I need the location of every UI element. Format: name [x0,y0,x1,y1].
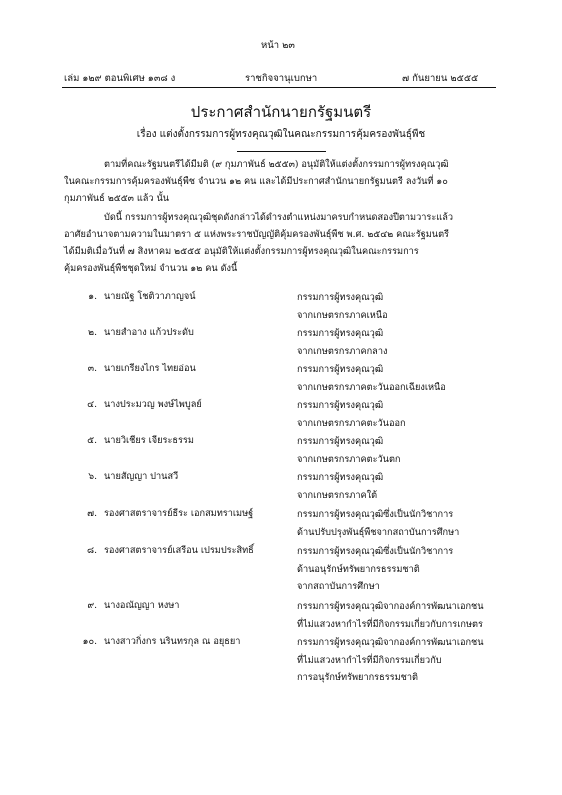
member-position-line: กรรมการผู้ทรงคุณวุฒิ [297,400,384,411]
member-position-line: กรรมการผู้ทรงคุณวุฒิ [297,328,384,339]
member-number: ๕. [87,435,97,446]
member-name: นายวิเชียร เจียระธรรม [104,435,194,446]
member-number: ๗. [87,508,97,519]
member-position-line: กรรมการผู้ทรงคุณวุฒิ [297,436,384,447]
member-position-line: จากเกษตรกรภาคใต้ [297,489,378,501]
member-position-line: กรรมการผู้ทรงคุณวุฒิ [297,292,384,303]
member-number: ๑๐. [82,636,97,647]
member-position-line: ที่ไม่แสวงหากำไรที่มีกิจกรรมเกี่ยวกับการเกษตร [297,618,483,630]
paragraph-2-line-4: คุ้มครองพันธุ์พืชชุดใหม่ จำนวน ๑๒ คน ดังนี้ [64,263,238,274]
member-position [297,543,453,596]
member-name: นายเกรียงไกร ไทยอ่อน [104,363,196,374]
member-position-line: ที่ไม่แสวงหากำไรที่มีกิจกรรมเกี่ยวกับ [297,654,442,666]
member-position [297,433,401,468]
paragraph-1-line-2: ในคณะกรรมการคุ้มครองพันธุ์พืช จำนวน ๑๒ คน และได้มีประกาศสำนักนายกรัฐมนตรี ลงวันที่ ๑๐ [64,176,448,187]
member-position-line: จากเกษตรกรภาคตะวันออกเฉียงเหนือ [297,381,446,393]
member-number: ๖. [88,471,97,482]
member-position-line: กรรมการผู้ทรงคุณวุฒิจากองค์การพัฒนาเอกชน [297,601,484,612]
publication-date: ๗ กันยายน ๒๕๕๕ [402,73,479,84]
paragraph-2-line-1: บัดนี้ กรรมการผู้ทรงคุณวุฒิชุดดังกล่าวได้ดำรงตำแหน่งมาครบกำหนดสองปีตามวาระแล้ว [104,212,453,223]
announcement-subject: เรื่อง แต่งตั้งกรรมการผู้ทรงคุณวุฒิในคณะกรรมการคุ้มครองพันธุ์พืช [136,129,426,140]
paragraph-2-line-3: ได้มีมติเมื่อวันที่ ๗ สิงหาคม ๒๕๕๕ อนุมัติให้แต่งตั้งกรรมการผู้ทรงคุณวุฒิในคณะกรรมการ [64,246,419,257]
header-divider [62,87,496,88]
volume-info: เล่ม ๑๒๙ ตอนพิเศษ ๑๓๘ ง [64,73,176,84]
member-position-line: ด้านปรับปรุงพันธุ์พืชจากสถาบันการศึกษา [297,526,460,538]
member-position [297,469,383,504]
member-position-line: จากเกษตรกรภาคเหนือ [297,309,388,321]
member-position [297,598,484,633]
member-name: นางสาวกิ่งกร นรินทรกุล ณ อยุธยา [104,636,241,647]
member-position [297,634,484,687]
member-position-line: จากเกษตรกรภาคตะวันออก [297,417,406,429]
member-position-line: กรรมการผู้ทรงคุณวุฒิซึ่งเป็นนักวิชาการ [297,509,454,520]
member-name: นายสำอาง แก้วประดับ [104,327,194,338]
member-position-line: จากเกษตรกรภาคกลาง [297,345,388,357]
member-position-line: กรรมการผู้ทรงคุณวุฒิจากองค์การพัฒนาเอกชน [297,637,484,648]
member-position-line: ด้านอนุรักษ์ทรัพยากรธรรมชาติ [297,563,420,575]
paragraph-1-line-3: กุมภาพันธ์ ๒๕๕๓ แล้ว นั้น [64,193,170,204]
paragraph-1-line-1: ตามที่คณะรัฐมนตรีได้มีมติ (๙ กุมภาพันธ์ ๒๕๕๓) อนุมัติให้แต่งตั้งกรรมการผู้ทรงคุณวุฒิ [104,159,449,170]
page-number: หน้า ๒๓ [261,40,295,51]
paragraph-2-line-2: อาศัยอำนาจตามความในมาตรา ๕ แห่งพระราชบัญญัติคุ้มครองพันธุ์พืช พ.ศ. ๒๕๔๒ คณะรัฐมนตรี [64,229,449,240]
member-position-line: กรรมการผู้ทรงคุณวุฒิ [297,472,384,483]
member-position-line: กรรมการผู้ทรงคุณวุฒิซึ่งเป็นนักวิชาการ [297,546,454,557]
member-position-line: กรรมการผู้ทรงคุณวุฒิ [297,364,384,375]
member-number: ๙. [87,600,97,611]
member-position [297,325,387,360]
member-name: รองศาสตราจารย์เสรีอน เปรมประสิทธิ์ [104,545,254,556]
member-number: ๘. [86,545,97,556]
member-number: ๔. [87,399,97,410]
member-position-line: จากเกษตรกรภาคตะวันตก [297,453,401,465]
member-position-line: การอนุรักษ์ทรัพยากรธรรมชาติ [297,672,418,683]
member-name: นายณัฐ โชติวาภาญจน์ [104,291,196,302]
member-name: นางประมวญ พงษ์ไพบูลย์ [104,399,202,410]
member-name: นายสัญญา ปานสวี [104,471,179,482]
gazette-name: ราชกิจจานุเบกษา [245,73,318,84]
member-name: รองศาสตราจารย์ธีระ เอกสมทราเมษฐ์ [104,508,254,519]
member-number: ๒. [88,327,97,338]
member-name: นางอณัญญา หงษา [104,600,180,611]
member-position [297,289,388,324]
member-position-line: จากสถาบันการศึกษา [297,581,380,592]
announcement-title: ประกาศสำนักนายกรัฐมนตรี [190,103,372,121]
member-position [297,397,406,432]
title-underline [237,151,326,152]
member-number: ๑. [88,291,97,302]
member-position [297,506,459,541]
member-number: ๓. [87,363,97,374]
member-position [297,361,446,396]
